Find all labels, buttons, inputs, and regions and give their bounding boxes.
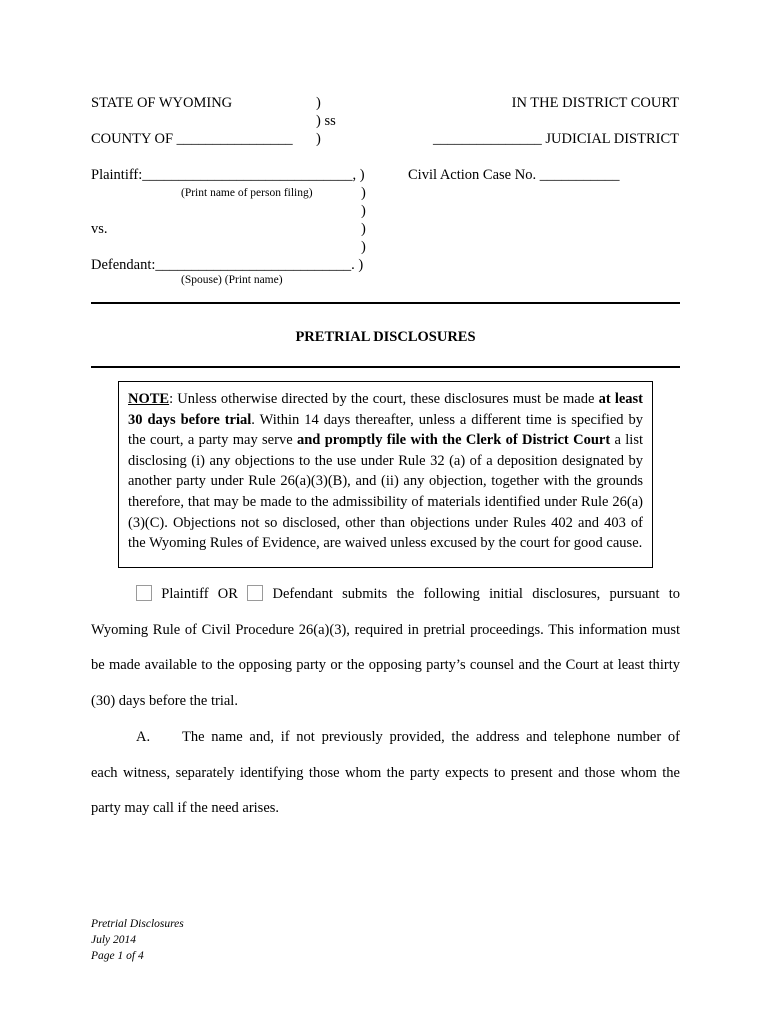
caption-ss: ) ss	[316, 113, 336, 129]
item-a	[91, 720, 680, 827]
caption-paren: )	[361, 185, 366, 201]
footer-date: July 2014	[91, 934, 137, 946]
defendant-field[interactable]: Defendant:___________________________. )	[91, 257, 364, 273]
intro-paragraph	[91, 577, 680, 719]
caption-paren: )	[316, 131, 321, 147]
court-label: IN THE DISTRICT COURT	[511, 95, 679, 111]
vs-label: vs.	[91, 221, 108, 237]
plaintiff-option-label: Plaintiff OR	[161, 586, 238, 602]
plaintiff-hint: (Print name of person filing)	[181, 187, 313, 199]
divider	[91, 302, 680, 304]
intro-rest: Wyoming Rule of Civil Procedure 26(a)(3), required in pretrial proceedings. This information must be made available to the opposing party or the opposing party’s counsel and the Court at least thirty (30) days before the trial.	[91, 621, 680, 709]
county-field[interactable]: COUNTY OF ________________	[91, 131, 293, 147]
footer-page: Page 1 of 4	[91, 950, 144, 962]
state-label: STATE OF WYOMING	[91, 95, 233, 111]
caption-paren: )	[361, 239, 366, 255]
divider	[91, 366, 680, 368]
item-a-rest: each witness, separately identifying those whom the party expects to present and those whom the party may call if the need arises.	[91, 764, 680, 817]
note-text: NOTE: Unless otherwise directed by the court, these disclosures must be made at least 30 days before trial. Within 14 days thereafter, unless a different time is specified by the court, a party may serve and promptly file with the Clerk of District Court a list disclosing (i) any objections to the use under Rule 32 (a) of a deposition designated by another party under Rule 26(a)(3)(B), and (ii) any objection, together with the grounds therefore, that may be made to the admissibility of materials identified under Rule 26(a)(3)(C). Objections not so disclosed, other than objections under Rules 402 and 403 of the Wyoming Rules of Evidence, are waived unless excused by the court for good cause.	[128, 391, 644, 552]
plaintiff-field[interactable]: Plaintiff:_____________________________, )	[91, 167, 365, 183]
defendant-checkbox[interactable]	[247, 585, 263, 601]
item-a-first-line: The name and, if not previously provided, the address and telephone number of	[182, 729, 680, 745]
caption-paren: )	[361, 221, 366, 237]
note-box	[118, 381, 653, 568]
caption-paren: )	[361, 203, 366, 219]
defendant-option-label: Defendant submits the following initial disclosures, pursuant to	[272, 586, 681, 602]
defendant-hint: (Spouse) (Print name)	[181, 274, 283, 286]
plaintiff-checkbox[interactable]	[136, 585, 152, 601]
footer	[91, 916, 184, 964]
case-number-field[interactable]: Civil Action Case No. ___________	[408, 167, 620, 183]
caption-paren: )	[316, 95, 321, 111]
item-a-marker: A.	[136, 729, 151, 745]
document-title: PRETRIAL DISCLOSURES	[295, 329, 476, 345]
judicial-district-field[interactable]: _______________ JUDICIAL DISTRICT	[433, 131, 679, 147]
note-label: NOTE	[128, 391, 170, 407]
footer-title: Pretrial Disclosures	[91, 918, 184, 930]
